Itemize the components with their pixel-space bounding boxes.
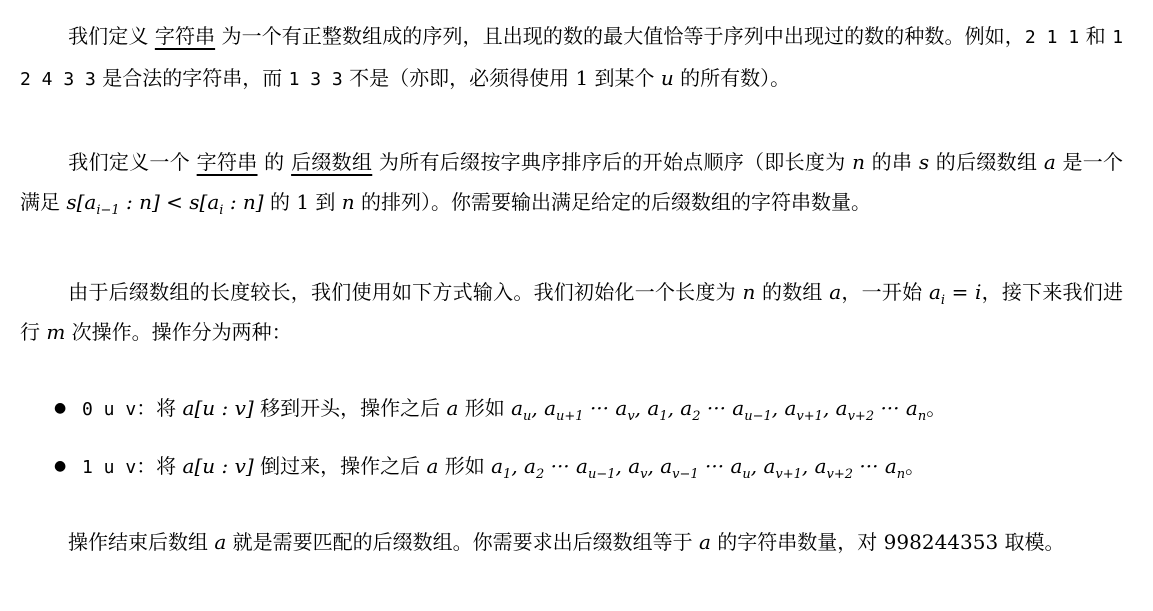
op-code: 1 u v — [82, 457, 137, 478]
math-condition: $s[a_{i-1}$ : $n] < s[a_i$ : n] — [66, 190, 264, 218]
paragraph-definition-string — [20, 16, 1123, 100]
text: 和 — [1079, 24, 1113, 48]
text: 我们定义一个 — [68, 150, 197, 174]
text: 的所有数）。 — [673, 66, 791, 90]
text: 为一个有正整数组成的序列，且出现的数的最大值恰等于序列中出现过的数的种数。例如， — [215, 24, 1025, 48]
var-a: a — [214, 530, 227, 554]
var-m: m — [46, 320, 66, 344]
text: 倒过来，操作之后 — [253, 454, 427, 478]
text: 为所有后缀按字典序排序后的开始点顺序（即长度为 — [372, 150, 853, 174]
bullet-icon: ● — [54, 400, 67, 416]
term-string: 字符串 — [196, 150, 258, 174]
paragraph-definition-suffix-array — [20, 142, 1123, 222]
text: ，接下来我们进行 — [20, 280, 1124, 344]
var-n: n — [852, 150, 866, 174]
operation-item — [56, 446, 1136, 488]
text: 的 1 到 — [263, 190, 342, 214]
text: 的后缀数组 — [929, 150, 1044, 174]
math-form: $a_1$, $a_2$ ··· $a_{u-1}$, $a_v$, $a_{v-1}$ ··· $a_u$, $a_{v+1}$, $a_{v+2}$ ··· $a_n$ — [491, 454, 906, 482]
text: 的数组 — [755, 280, 830, 304]
text: 。 — [926, 396, 947, 420]
text: 我们定义 — [68, 24, 155, 48]
text: 就是需要匹配的后缀数组。你需要求出后缀数组等于 — [226, 530, 700, 554]
text: 的串 — [865, 150, 919, 174]
var-a: a — [446, 396, 459, 420]
text: 是合法的字符串，而 — [95, 66, 289, 90]
text: 操作结束后数组 — [68, 530, 215, 554]
text: 形如 — [458, 396, 512, 420]
var-n: n — [742, 280, 756, 304]
var-a: a — [426, 454, 439, 478]
text: 的字符串数量，对 998244353 取模。 — [710, 530, 1065, 554]
text: 是一个满足 — [20, 150, 1124, 214]
math-range: a[u : v] — [182, 396, 254, 420]
math-init: $a_i = i$ — [928, 280, 982, 308]
paragraph-input-method — [20, 272, 1123, 352]
text: 由于后缀数组的长度较长，我们使用如下方式输入。我们初始化一个长度为 — [68, 280, 743, 304]
var-a: a — [699, 530, 711, 554]
text: ：将 — [136, 454, 183, 478]
text: ：将 — [136, 396, 183, 420]
example-valid-2: 1 2 4 3 3 — [20, 27, 1124, 90]
math-form: $a_u$, $a_{u+1}$ ··· $a_v$, $a_1$, $a_2$ ··· $a_{u-1}$, $a_{v+1}$, $a_{v+2}$ ··· $a_n$ — [511, 396, 927, 424]
paragraph-task — [20, 522, 1123, 562]
bullet-icon: ● — [54, 458, 67, 474]
math-range: a[u : v] — [182, 454, 254, 478]
var-n: n — [341, 190, 355, 214]
op-code: 0 u v — [82, 399, 137, 420]
term-string: 字符串 — [154, 24, 216, 48]
term-suffix-array: 后缀数组 — [291, 150, 373, 174]
text: 的排列）。你需要输出满足给定的后缀数组的字符串数量。 — [354, 190, 872, 214]
text: 移到开头，操作之后 — [253, 396, 447, 420]
text: 形如 — [438, 454, 492, 478]
text: 次操作。操作分为两种： — [65, 320, 292, 344]
var-a: a — [829, 280, 842, 304]
text: 不是（亦即，必须得使用 1 到某个 — [342, 66, 661, 90]
example-invalid: 1 3 3 — [288, 69, 343, 90]
var-a: a — [1043, 150, 1056, 174]
text: ，一开始 — [841, 280, 929, 304]
example-valid-1: 2 1 1 — [1024, 27, 1080, 48]
var-u: u — [660, 66, 674, 90]
text: 的 — [257, 150, 292, 174]
operation-item — [56, 388, 1136, 430]
var-s: s — [918, 150, 930, 174]
text: 。 — [905, 454, 926, 478]
